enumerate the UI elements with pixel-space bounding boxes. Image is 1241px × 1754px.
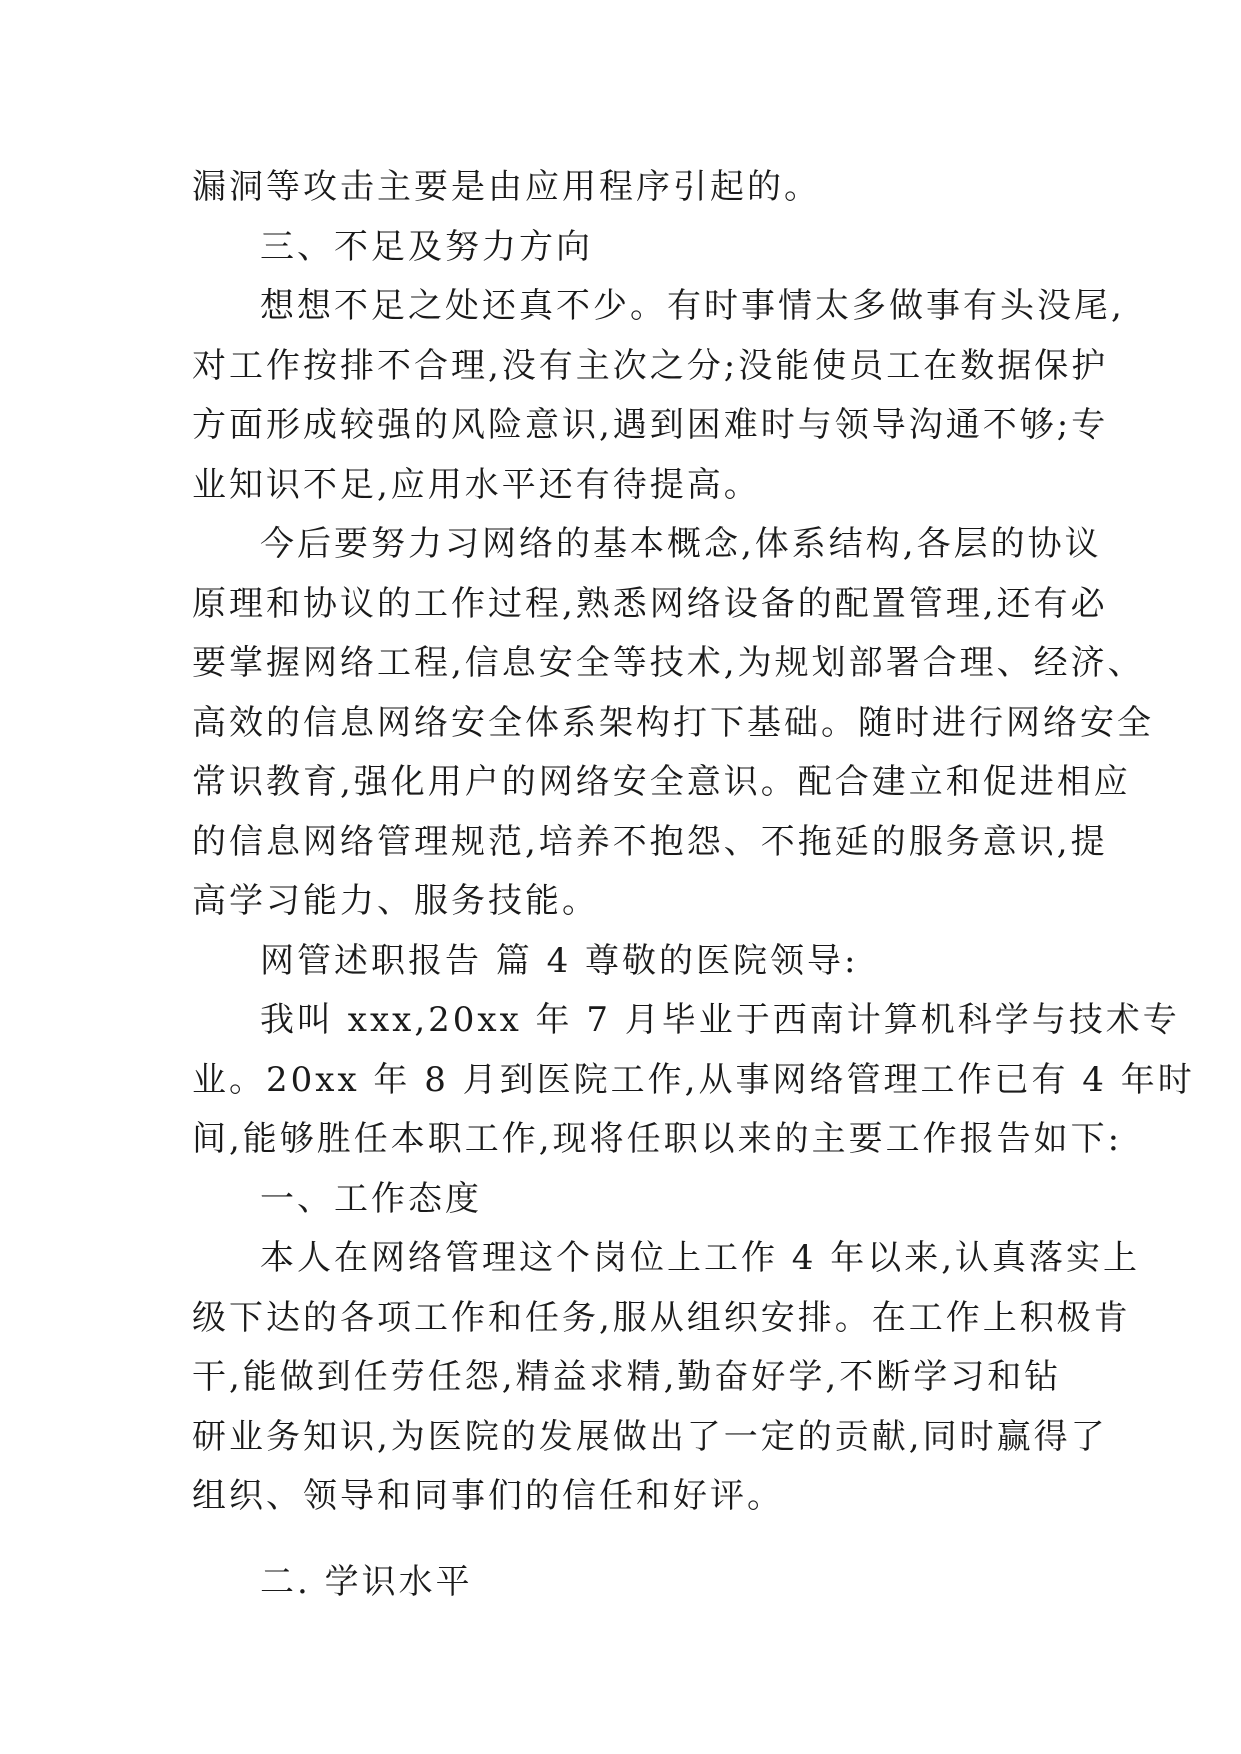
paragraph-line: 业知识不足,应用水平还有待提高。	[192, 464, 761, 505]
paragraph-line: 组织、领导和同事们的信任和好评。	[192, 1476, 784, 1516]
paragraph-line: 的信息网络管理规范,培养不抱怨、不拖延的服务意识,提	[192, 821, 1108, 862]
paragraph-line: 研业务知识,为医院的发展做出了一定的贡献,同时赢得了	[192, 1416, 1108, 1457]
paragraph-line: 常识教育,强化用户的网络安全意识。配合建立和促进相应	[192, 762, 1131, 802]
section-heading: 三、不足及努力方向	[260, 226, 593, 267]
paragraph-line: 方面形成较强的风险意识,遇到困难时与领导沟通不够;专	[192, 405, 1109, 445]
paragraph-line: 高学习能力、服务技能。	[192, 881, 599, 921]
paragraph-line: 今后要努力习网络的基本概念,体系结构,各层的协议	[260, 524, 1102, 564]
paragraph-line: 高效的信息网络安全体系架构打下基础。随时进行网络安全	[192, 702, 1154, 743]
paragraph-line: 要掌握网络工程,信息安全等技术,为规划部署合理、经济、	[192, 643, 1145, 683]
paragraph-line: 干,能做到任劳任怨,精益求精,勤奋好学,不断学习和钻	[192, 1357, 1062, 1397]
document-body	[192, 158, 1195, 1612]
paragraph-line: 级下达的各项工作和任务,服从组织安排。在工作上积极肯	[192, 1297, 1131, 1338]
paragraph-line: 本人在网络管理这个岗位上工作 4 年以来,认真落实上	[260, 1238, 1141, 1278]
text-line: 漏洞等攻击主要是由应用程序引起的。	[192, 167, 821, 207]
paragraph-line: 我叫 xxx,20xx 年 7 月毕业于西南计算机科学与技术专	[260, 1000, 1180, 1040]
section-heading: 一、工作态度	[260, 1178, 482, 1219]
paragraph-gap	[192, 1527, 1057, 1553]
report-title: 网管述职报告 篇 4 尊敬的医院领导:	[260, 940, 859, 981]
paragraph-line: 想想不足之处还真不少。有时事情太多做事有头没尾,	[260, 286, 1125, 326]
paragraph-line: 对工作按排不合理,没有主次之分;没能使员工在数据保护	[192, 345, 1109, 386]
paragraph-line: 间,能够胜任本职工作,现将任职以来的主要工作报告如下:	[192, 1119, 1123, 1159]
paragraph-line: 业。20xx 年 8 月到医院工作,从事网络管理工作已有 4 年时	[192, 1059, 1195, 1100]
section-heading: 二. 学识水平	[260, 1561, 473, 1602]
paragraph-line: 原理和协议的工作过程,熟悉网络设备的配置管理,还有必	[192, 583, 1108, 624]
